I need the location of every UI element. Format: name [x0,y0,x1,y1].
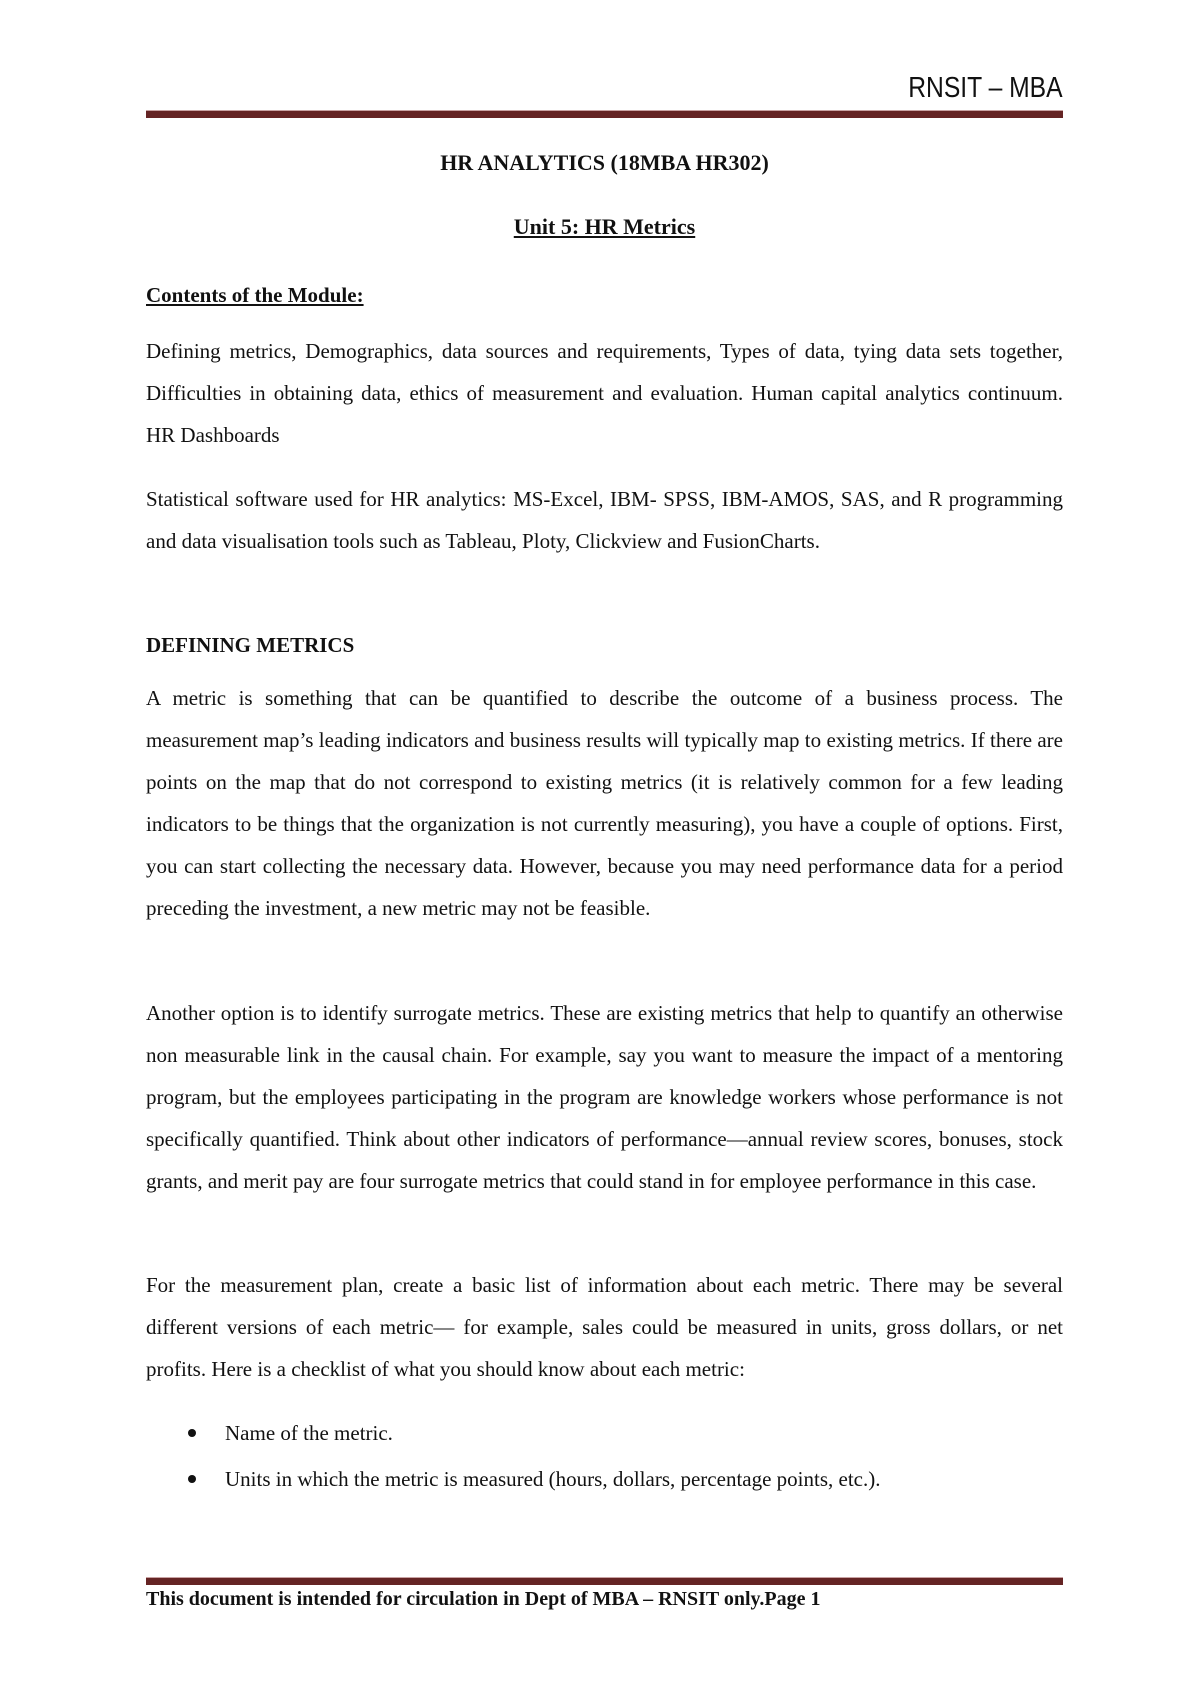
contents-paragraph-2: Statistical software used for HR analytics: MS-Excel, IBM- SPSS, IBM-AMOS, SAS, and R programming and data visualisation tools such as Tableau, Ploty, Clickview and FusionCharts. [146,487,1063,553]
list-item: Units in which the metric is measured (hours, dollars, percentage points, etc.). [146,1458,1063,1504]
list-item: Name of the metric. [146,1412,1063,1458]
header-title: RNSIT – MBA [908,72,1063,104]
unit-title: Unit 5: HR Metrics [513,214,696,239]
body-paragraph-2: Another option is to identify surrogate metrics. These are existing metrics that help to quantify an otherwise non measurable link in the causal chain. For example, say you want to measure the impact of a mentoring program, but the employees participating in the program are knowledge workers whose performance is not specifically quantified. Think about other indicators of performance—annual review scores, bonuses, stock grants, and merit pay are four surrogate metrics that could stand in for employee performance in this case. [146,1001,1063,1193]
section-heading: DEFINING METRICS [146,633,355,657]
course-title: HR ANALYTICS (18MBA HR302) [440,150,769,175]
body-paragraph-1: A metric is something that can be quantified to describe the outcome of a business process. The measurement map’s leading indicators and business results will typically map to existing metrics. If there are points on the map that do not correspond to existing metrics (it is relatively common for a few leading indicators to be things that the organization is not currently measuring), you have a couple of options. First, you can start collecting the necessary data. However, because you may need performance data for a period preceding the investment, a new metric may not be feasible. [146,686,1063,920]
footer-text: This document is intended for circulation in Dept of MBA – RNSIT only.Page 1 [146,1588,821,1610]
contents-heading: Contents of the Module: [146,283,364,307]
contents-paragraph-1: Defining metrics, Demographics, data sources and requirements, Types of data, tying data sets together, Difficulties in obtaining data, ethics of measurement and evaluation. Human capital analytics continuum. HR Dashboards [146,339,1063,447]
checklist [146,1412,1063,1504]
unit-title-wrap [146,214,1063,240]
header-rule [146,110,1063,118]
footer-rule [146,1577,1063,1585]
body-paragraph-3: For the measurement plan, create a basic list of information about each metric. There may be several different versions of each metric— for example, sales could be measured in units, gross dollars, or net profits. Here is a checklist of what you should know about each metric: [146,1273,1063,1381]
